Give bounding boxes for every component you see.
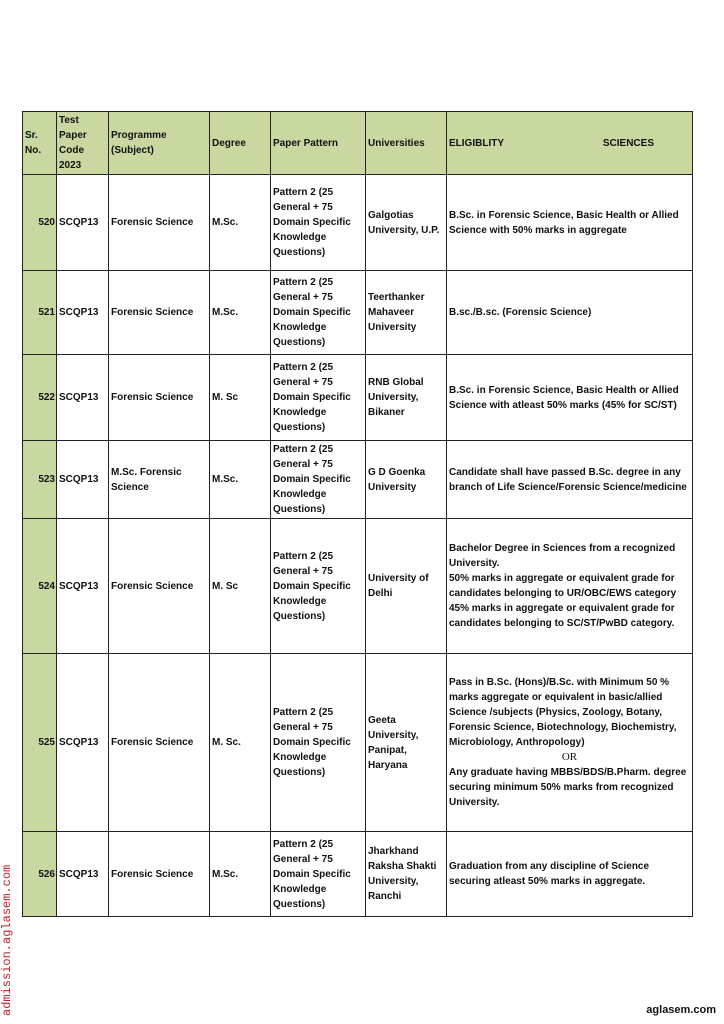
paper-code-cell: SCQP13 (57, 832, 109, 917)
programme-cell: Forensic Science (109, 271, 210, 355)
paper-pattern-cell: Pattern 2 (25 General + 75 Domain Specific Knowledge Questions) (271, 832, 366, 917)
paper-pattern-cell: Pattern 2 (25 General + 75 Domain Specific Knowledge Questions) (271, 271, 366, 355)
eligibility-cell (447, 271, 693, 355)
degree-cell: M. Sc (210, 519, 271, 654)
sr-no-cell: 523 (23, 441, 57, 519)
university-cell: Galgotias University, U.P. (366, 175, 447, 271)
sr-no-cell: 521 (23, 271, 57, 355)
paper-pattern-cell: Pattern 2 (25 General + 75 Domain Specific Knowledge Questions) (271, 441, 366, 519)
eligibility-line: Graduation from any discipline of Science securing atleast 50% marks in aggregate. (449, 861, 650, 887)
eligibility-line: B.Sc. in Forensic Science, Basic Health or Allied Science with atleast 50% marks (45% for SC/ST) (449, 384, 679, 411)
header-eligibility (447, 112, 693, 175)
eligibility-cell (447, 832, 693, 917)
degree-cell: M. Sc. (210, 654, 271, 832)
eligibility-cell (447, 654, 693, 832)
footer-brand: aglasem.com (646, 1004, 716, 1016)
header-eligibility-label: ELIGIBLITY (449, 137, 504, 149)
eligibility-cell (447, 355, 693, 441)
sr-no-cell: 520 (23, 175, 57, 271)
header-sr-no: Sr. No. (23, 112, 57, 175)
paper-code-cell: SCQP13 (57, 654, 109, 832)
sr-no-cell: 526 (23, 832, 57, 917)
table-row (23, 832, 693, 917)
programme-cell: Forensic Science (109, 519, 210, 654)
university-cell: Jharkhand Raksha Shakti University, Ranchi (366, 832, 447, 917)
degree-cell: M.Sc. (210, 271, 271, 355)
degree-cell: M. Sc (210, 355, 271, 441)
table-row (23, 519, 693, 654)
university-cell: University of Delhi (366, 519, 447, 654)
header-paper-pattern: Paper Pattern (271, 112, 366, 175)
programme-cell: Forensic Science (109, 654, 210, 832)
degree-cell: M.Sc. (210, 441, 271, 519)
side-watermark (0, 828, 14, 1016)
paper-code-cell: SCQP13 (57, 175, 109, 271)
eligibility-table-sheet (22, 111, 692, 917)
paper-pattern-cell: Pattern 2 (25 General + 75 Domain Specific Knowledge Questions) (271, 519, 366, 654)
sr-no-cell: 524 (23, 519, 57, 654)
paper-pattern-cell: Pattern 2 (25 General + 75 Domain Specific Knowledge Questions) (271, 654, 366, 832)
university-cell: Geeta University, Panipat, Haryana (366, 654, 447, 832)
table-row (23, 654, 693, 832)
paper-code-cell: SCQP13 (57, 271, 109, 355)
eligibility-cell (447, 441, 693, 519)
eligibility-line: 45% marks in aggregate or equivalent grade for candidates belonging to SC/ST/PwBD category. (449, 603, 675, 629)
table-row (23, 355, 693, 441)
programme-cell: Forensic Science (109, 355, 210, 441)
table-row (23, 271, 693, 355)
eligibility-cell (447, 519, 693, 654)
university-cell: Teerthanker Mahaveer University (366, 271, 447, 355)
eligibility-table (22, 111, 693, 917)
degree-cell: M.Sc. (210, 175, 271, 271)
header-degree: Degree (210, 112, 271, 175)
programme-cell: Forensic Science (109, 175, 210, 271)
eligibility-line: Bachelor Degree in Sciences from a recognized University. (449, 543, 676, 569)
university-cell: G D Goenka University (366, 441, 447, 519)
paper-code-cell: SCQP13 (57, 441, 109, 519)
table-header-row (23, 112, 693, 175)
sr-no-cell: 525 (23, 654, 57, 832)
programme-cell: Forensic Science (109, 832, 210, 917)
eligibility-or-separator: OR (561, 751, 578, 763)
degree-cell: M.Sc. (210, 832, 271, 917)
paper-code-cell: SCQP13 (57, 355, 109, 441)
paper-pattern-cell: Pattern 2 (25 General + 75 Domain Specific Knowledge Questions) (271, 175, 366, 271)
programme-cell: M.Sc. Forensic Science (109, 441, 210, 519)
header-test-paper-code: Test Paper Code 2023 (57, 112, 109, 175)
paper-pattern-cell: Pattern 2 (25 General + 75 Domain Specific Knowledge Questions) (271, 355, 366, 441)
eligibility-line: Any graduate having MBBS/BDS/B.Pharm. degree securing minimum 50% marks from recognized University. (449, 767, 687, 808)
eligibility-line: B.sc./B.sc. (Forensic Science) (449, 307, 592, 318)
eligibility-cell (447, 175, 693, 271)
watermark-text: admission.aglasem.com (0, 864, 14, 1016)
eligibility-line: Candidate shall have passed B.Sc. degree in any branch of Life Science/Forensic Science/medicine (449, 466, 687, 493)
paper-code-cell: SCQP13 (57, 519, 109, 654)
sr-no-cell: 522 (23, 355, 57, 441)
header-universities: Universities (366, 112, 447, 175)
eligibility-line: B.Sc. in Forensic Science, Basic Health or Allied Science with 50% marks in aggregate (449, 209, 679, 236)
university-cell: RNB Global University, Bikaner (366, 355, 447, 441)
table-row (23, 441, 693, 519)
eligibility-line: Pass in B.Sc. (Hons)/B.Sc. with Minimum 50 % marks aggregate or equivalent in basic/allied Science /subjects (Physics, Zoology, Botany, Forensic Science, Biotechnology, Biochemistry, Microbiology, Anthropology) (449, 677, 677, 748)
header-category-label: SCIENCES (602, 137, 654, 149)
eligibility-line: 50% marks in aggregate or equivalent grade for candidates belonging to UR/OBC/EWS category (449, 573, 677, 599)
table-row (23, 175, 693, 271)
header-programme: Programme (Subject) (109, 112, 210, 175)
